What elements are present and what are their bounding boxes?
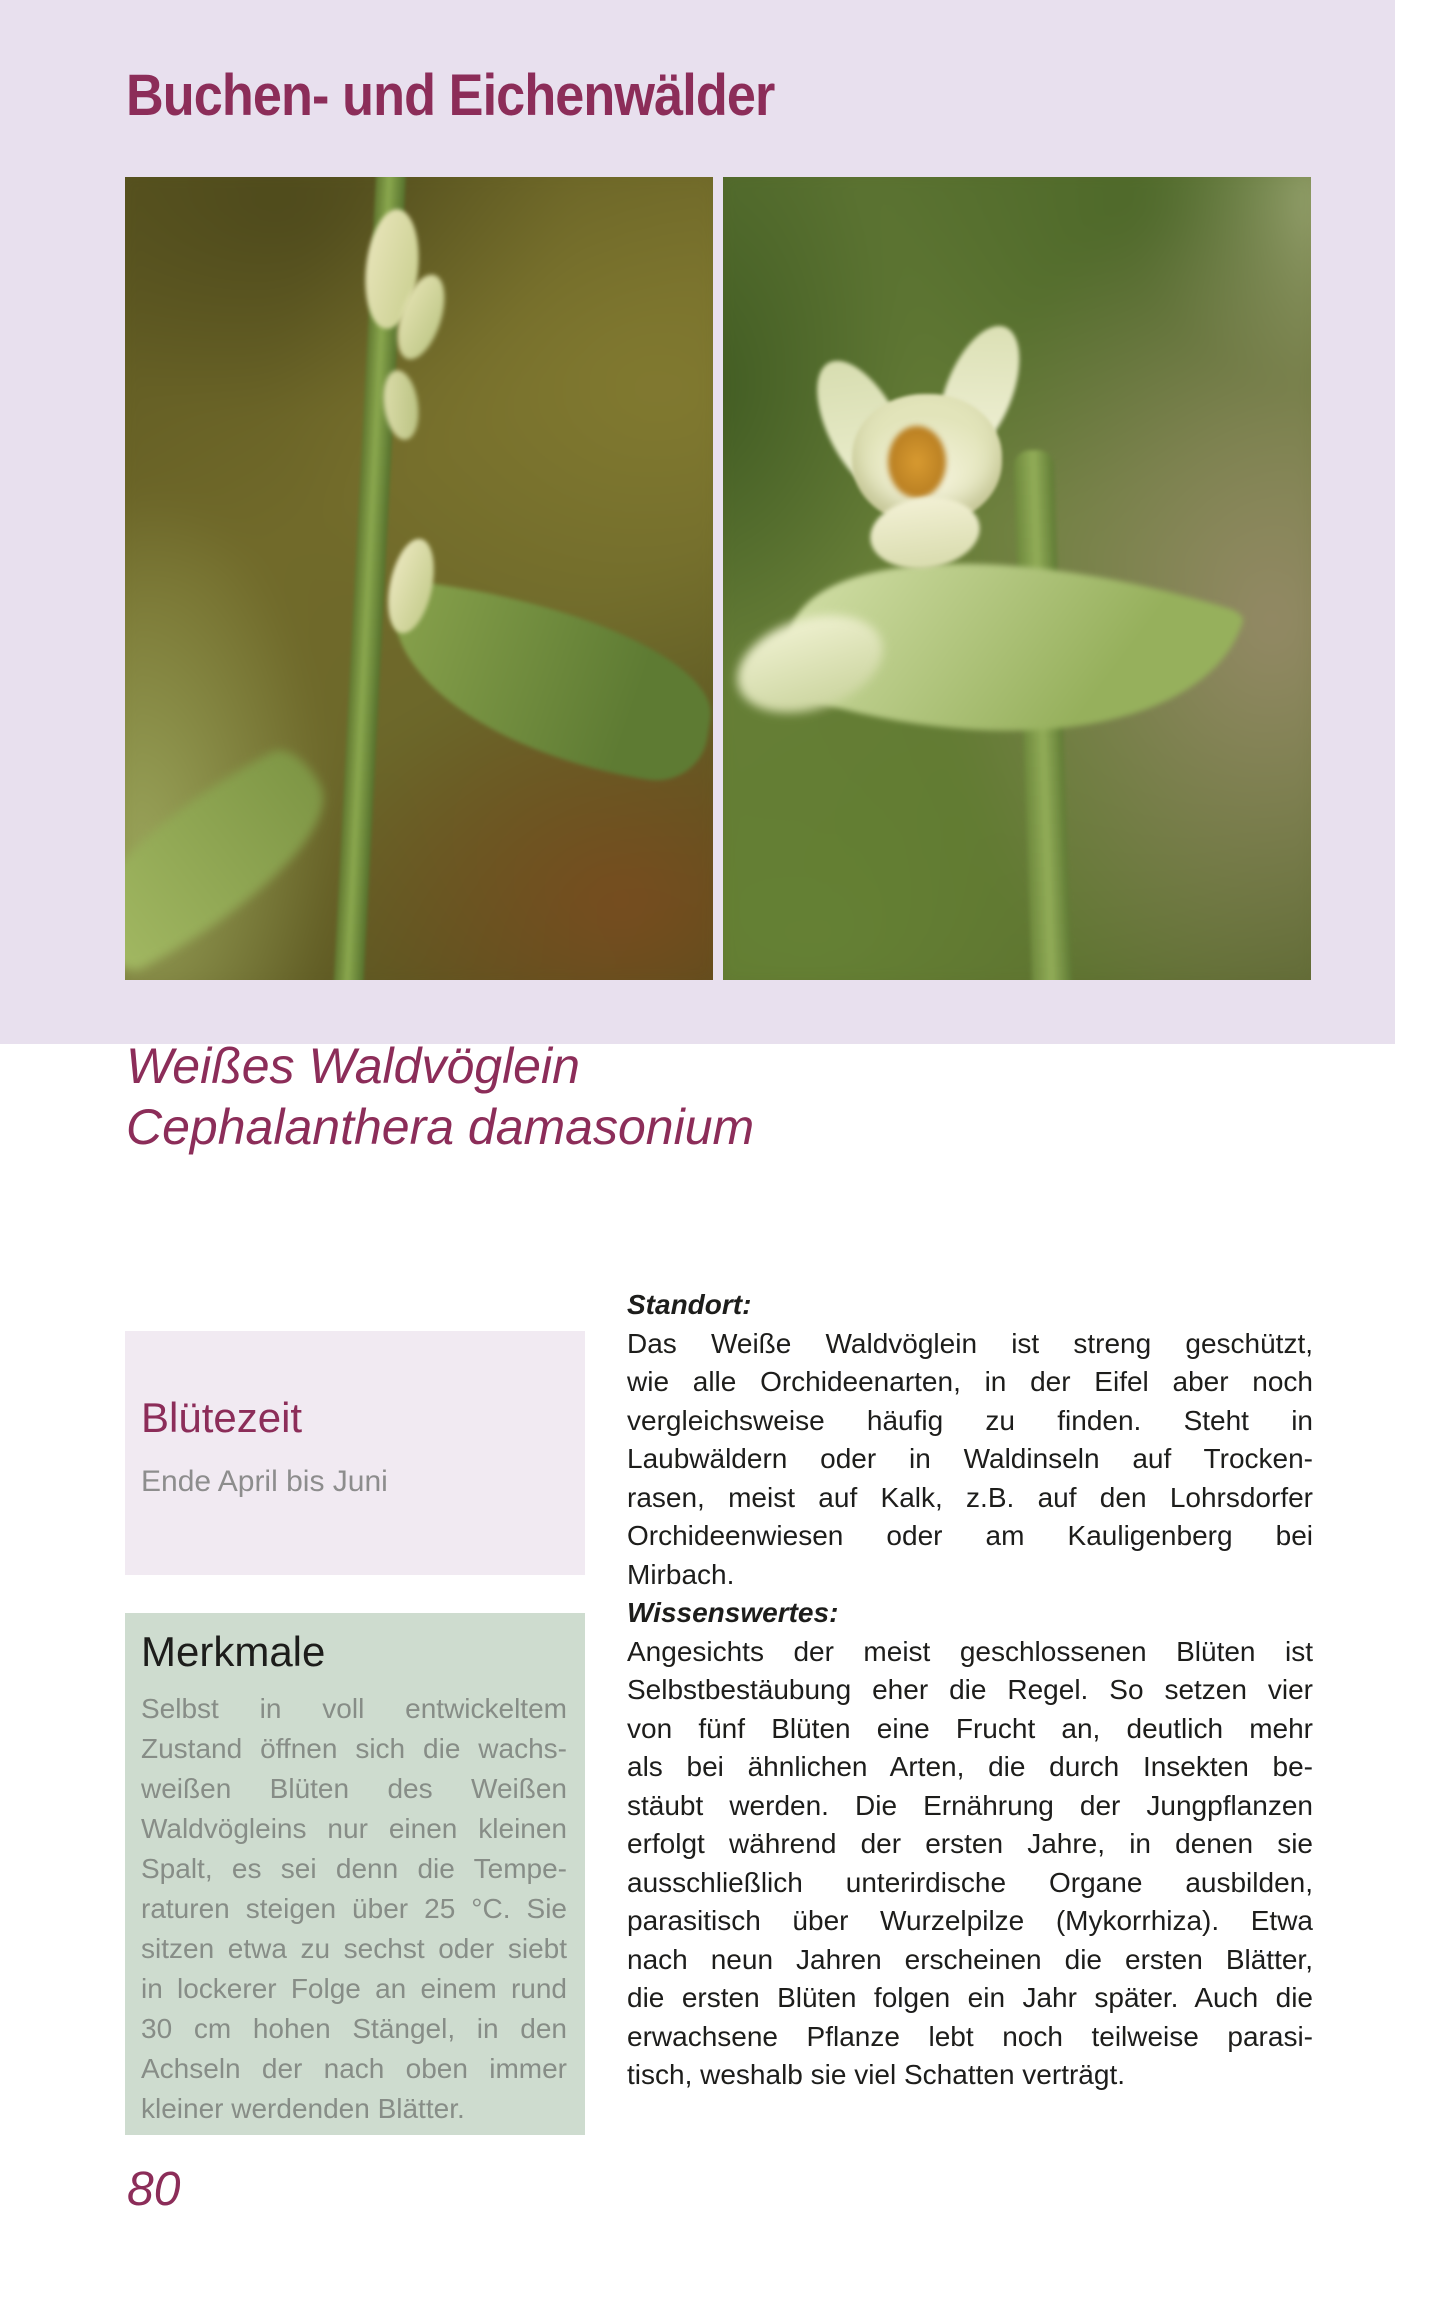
habitat-text-line: Laubwäldern oder in Waldinseln auf Trocken-	[627, 1443, 1313, 1474]
traits-text-line: kleiner werdenden Blätter.	[141, 2093, 465, 2124]
habitat-heading: Standort:	[627, 1289, 752, 1320]
facts-section	[627, 1594, 1313, 2095]
photo-row	[125, 177, 1311, 980]
species-title	[126, 1036, 754, 1158]
species-common-name: Weißes Waldvöglein	[126, 1038, 580, 1094]
photo-right-flower-throat	[888, 426, 946, 498]
traits-text-line: Waldvögleins nur einen kleinen	[141, 1813, 567, 1844]
facts-text-line: Selbstbestäubung eher die Regel. So setzen vier	[627, 1674, 1313, 1705]
facts-text	[627, 1633, 1313, 2095]
traits-text-line: raturen steigen über 25 °C. Sie	[141, 1893, 567, 1924]
bloom-time-value: Ende April bis Juni	[141, 1465, 388, 1498]
traits-text-line: 30 cm hohen Stängel, in den	[141, 2013, 567, 2044]
habitat-text-line: Orchideenwiesen oder am Kauligenberg bei	[627, 1520, 1313, 1551]
facts-text-line: erfolgt während der ersten Jahre, in denen sie	[627, 1828, 1313, 1859]
facts-text-line: erwachsene Pflanze lebt noch teilweise parasi-	[627, 2020, 1313, 2052]
facts-text-line: von fünf Blüten eine Frucht an, deutlich mehr	[627, 1712, 1313, 1744]
habitat-text-line: vergleichsweise häufig zu finden. Steht in	[627, 1404, 1313, 1436]
bloom-time-box	[125, 1331, 585, 1575]
facts-heading: Wissenswertes:	[627, 1597, 839, 1628]
traits-text-line: weißen Blüten des Weißen	[141, 1773, 567, 1804]
traits-heading: Merkmale	[141, 1628, 326, 1675]
page-number: 80	[127, 2163, 181, 2216]
facts-text-line: die ersten Blüten folgen ein Jahr später. Auch die	[627, 1982, 1313, 2013]
habitat-text-line: rasen, meist auf Kalk, z.B. auf den Lohrsdorfer	[627, 1481, 1313, 1513]
traits-text-line: sitzen etwa zu sechst oder siebt	[141, 1933, 567, 1964]
chapter-band	[0, 0, 1395, 1044]
traits-text-line: Achseln der nach oben immer	[141, 2053, 567, 2084]
facts-text-line: ausschließlich unterirdische Organe ausbilden,	[627, 1866, 1313, 1898]
facts-text-line: Angesichts der meist geschlossenen Blüten ist	[627, 1635, 1313, 1667]
habitat-text-line: Das Weiße Waldvöglein ist streng geschützt,	[627, 1327, 1313, 1359]
facts-text-line: als bei ähnlichen Arten, die durch Insekten be-	[627, 1751, 1313, 1782]
traits-text	[141, 1689, 567, 2129]
traits-text-line: Spalt, es sei denn die Tempe-	[141, 1853, 567, 1884]
facts-text-line: parasitisch über Wurzelpilze (Mykorrhiza). Etwa	[627, 1905, 1313, 1936]
habitat-text-line: wie alle Orchideenarten, in der Eifel aber noch	[627, 1366, 1313, 1397]
habitat-section	[627, 1286, 1313, 1594]
traits-box	[125, 1613, 585, 2135]
photo-left-orchid-buds	[125, 177, 713, 980]
traits-text-line: Zustand öffnen sich die wachs-	[141, 1733, 567, 1764]
bloom-time-heading: Blütezeit	[141, 1394, 303, 1441]
habitat-text-line: Mirbach.	[627, 1558, 735, 1590]
traits-text-line: in lockerer Folge an einem rund	[141, 1973, 567, 2004]
description-column	[627, 1286, 1313, 2095]
chapter-title: Buchen- und Eichenwälder	[126, 63, 775, 128]
species-latin-name: Cephalanthera damasonium	[126, 1099, 755, 1155]
facts-text-line: tisch, weshalb sie viel Schatten verträgt.	[627, 2059, 1126, 2090]
photo-right-orchid-flower	[723, 177, 1311, 980]
traits-text-line: Selbst in voll entwickeltem	[141, 1693, 567, 1724]
facts-text-line: nach neun Jahren erscheinen die ersten Blätter,	[627, 1943, 1313, 1975]
habitat-text	[627, 1325, 1313, 1595]
facts-text-line: stäubt werden. Die Ernährung der Jungpflanzen	[627, 1789, 1313, 1821]
